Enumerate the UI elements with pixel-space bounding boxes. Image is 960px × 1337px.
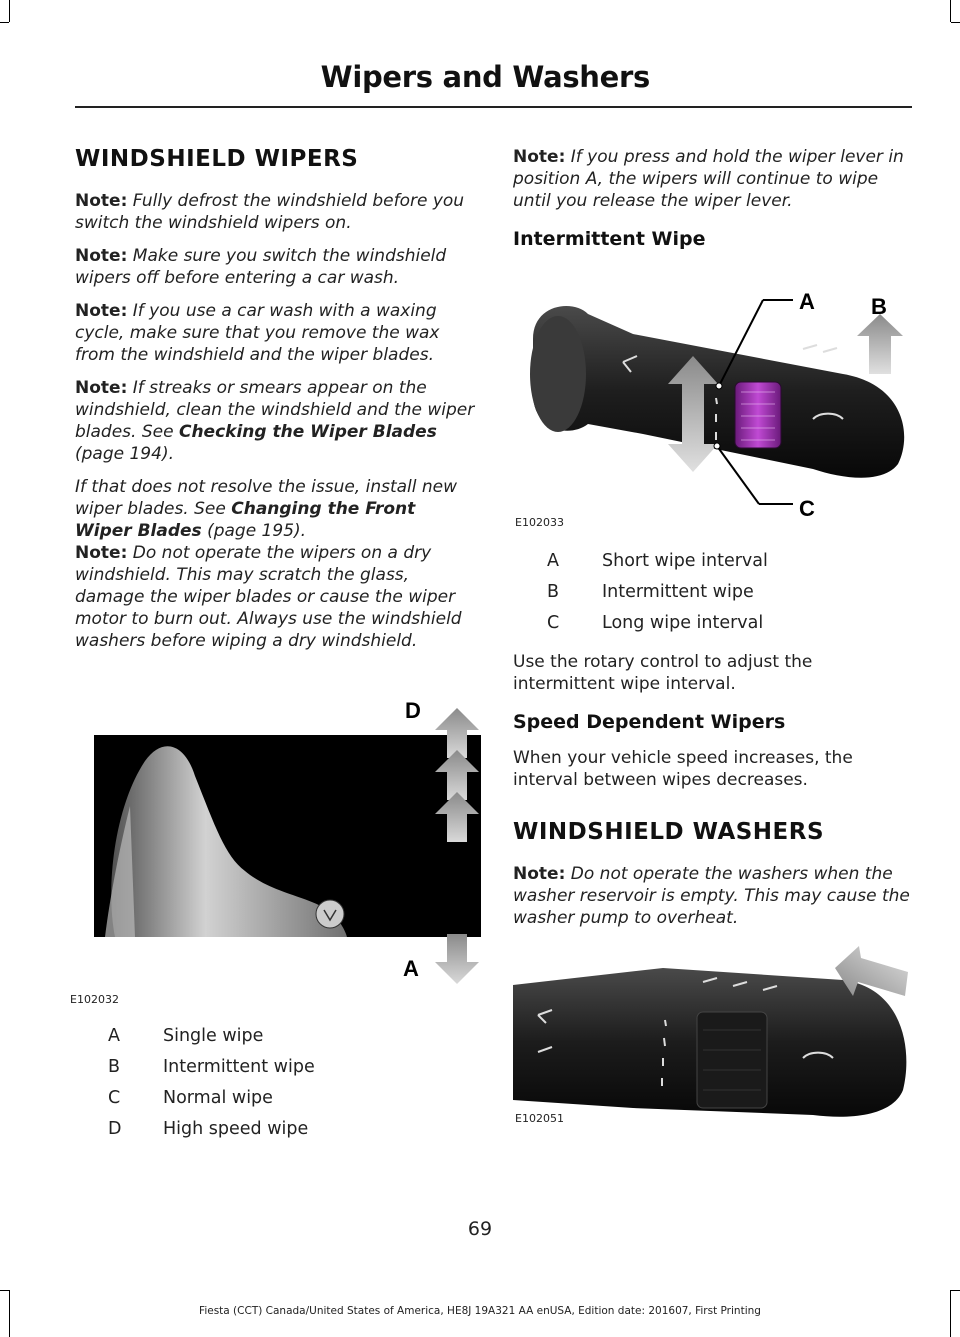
- note-dry-windshield: [75, 542, 475, 652]
- legend-value: Short wipe interval: [602, 551, 768, 571]
- legend-value: High speed wipe: [163, 1119, 309, 1139]
- page-header-title: Wipers and Washers: [320, 60, 650, 94]
- figure-label-b: B: [871, 294, 887, 319]
- figure-label-a: A: [799, 289, 815, 314]
- crop-mark: [951, 22, 960, 23]
- intermittent-lever-illustration: [513, 264, 913, 526]
- note-defrost: [75, 190, 475, 234]
- legend-key: A: [547, 551, 559, 571]
- footer-edition-info: Fiesta (CCT) Canada/United States of America, HE8J 19A321 AA enUSA, Edition date: 201607, First Printing: [199, 1305, 761, 1317]
- washer-lever-illustration: [513, 940, 913, 1130]
- crop-mark: [9, 0, 10, 22]
- legend-row: [513, 608, 913, 639]
- arrow-up-b-icon: [857, 314, 903, 374]
- legend-key: D: [108, 1119, 122, 1139]
- note-text: If streaks or smears appear on the windshield, clean the windshield and the wiper blades. See: [75, 378, 475, 442]
- legend-value: Intermittent wipe: [602, 582, 754, 602]
- xref-page: (page 194).: [75, 444, 174, 464]
- section-heading-windshield-washers: WINDSHIELD WASHERS: [513, 819, 825, 845]
- page-number: 69: [467, 1218, 493, 1240]
- legend-key: C: [108, 1088, 121, 1108]
- legend-row: [513, 577, 913, 608]
- note-car-wash: [75, 245, 475, 289]
- left-column: [70, 146, 475, 1151]
- arrow-down-a-icon: [435, 934, 479, 984]
- crop-mark: [0, 1290, 9, 1291]
- crop-mark: [950, 0, 951, 22]
- header-rule: [75, 106, 912, 108]
- legend-row: [75, 1114, 475, 1145]
- wiper-lever-illustration: [75, 666, 485, 1011]
- crop-mark: [951, 1290, 960, 1291]
- heading-speed-dependent-wipers: Speed Dependent Wipers: [513, 711, 786, 733]
- note-text: Do not operate the wipers on a dry windshield. This may scratch the glass, damage the wiper blades or cause the wiper motor to burn out. Always use the windshield washers before wiping a dry windshield.: [75, 543, 462, 651]
- intermittent-legend: [513, 546, 913, 639]
- note-label: Note:: [75, 246, 128, 266]
- figure-wiper-lever-positions: [70, 666, 485, 1011]
- wiper-positions-legend: [75, 1021, 475, 1145]
- note-streaks: [75, 377, 475, 465]
- note-label: Note:: [75, 301, 128, 321]
- note-waxing: [75, 300, 475, 366]
- heading-intermittent-wipe: Intermittent Wipe: [513, 228, 706, 250]
- right-column: [513, 146, 913, 1130]
- note-label: Note:: [513, 147, 566, 167]
- note-text: Fully defrost the windshield before you switch the windshield wipers on.: [75, 191, 465, 233]
- section-heading-windshield-wipers: WINDSHIELD WIPERS: [75, 146, 359, 172]
- note-text: Do not operate the washers when the washer reservoir is empty. This may cause the washer pump to overheat.: [513, 864, 910, 928]
- figure-label-c: C: [405, 738, 421, 763]
- xref-page: (page 195).: [207, 521, 307, 541]
- resolve-paragraph: [75, 476, 475, 542]
- figure-label-c: C: [799, 496, 815, 521]
- note-label: Note:: [513, 864, 566, 884]
- legend-value: Long wipe interval: [602, 613, 764, 633]
- rotary-control-text: Use the rotary control to adjust the intermittent wipe interval.: [513, 652, 813, 694]
- note-text: If you press and hold the wiper lever in position A, the wipers will continue to wipe until you release the wiper lever.: [513, 147, 904, 211]
- figure-label-a: A: [403, 956, 419, 981]
- note-text: If you use a car wash with a waxing cycle, make sure that you remove the wax from the windshield and the wiper blades.: [75, 301, 440, 365]
- figure-code: E102032: [70, 993, 119, 1006]
- note-text: Make sure you switch the windshield wipers off before entering a car wash.: [75, 246, 447, 288]
- legend-key: B: [547, 582, 560, 602]
- crop-mark: [0, 22, 9, 23]
- figure-washer-lever: [513, 940, 913, 1130]
- xref-changing-front-wiper-blades[interactable]: Changing the Front Wiper Blades: [75, 499, 416, 541]
- legend-value: Normal wipe: [163, 1088, 273, 1108]
- legend-row: [75, 1021, 475, 1052]
- resolve-text: If that does not resolve the issue, install new wiper blades. See: [75, 477, 458, 519]
- figure-intermittent-lever: [513, 264, 913, 529]
- figure-code: E102051: [515, 1112, 564, 1125]
- figure-code: E102033: [515, 516, 564, 529]
- note-label: Note:: [75, 543, 128, 563]
- legend-key: A: [108, 1026, 120, 1046]
- legend-row: [75, 1083, 475, 1114]
- note-washer-reservoir: [513, 863, 913, 929]
- legend-value: Intermittent wipe: [163, 1057, 315, 1077]
- speed-dependent-text: When your vehicle speed increases, the interval between wipes decreases.: [513, 748, 853, 790]
- note-label: Note:: [75, 378, 128, 398]
- legend-value: Single wipe: [163, 1026, 264, 1046]
- note-label: Note:: [75, 191, 128, 211]
- xref-checking-wiper-blades[interactable]: Checking the Wiper Blades: [178, 422, 437, 442]
- legend-key: C: [547, 613, 560, 633]
- legend-row: [75, 1052, 475, 1083]
- note-hold-lever: [513, 146, 913, 212]
- figure-label-d: D: [405, 698, 421, 723]
- legend-row: [513, 546, 913, 577]
- legend-key: B: [108, 1057, 121, 1077]
